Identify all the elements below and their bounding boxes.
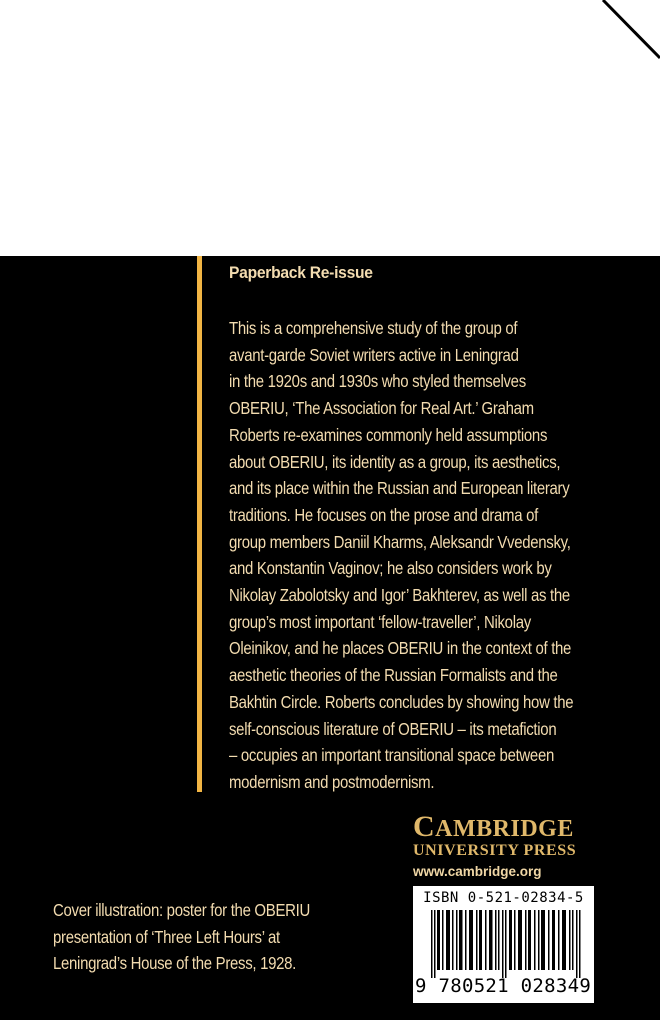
blurb-line: modernism and postmodernism. <box>229 771 435 792</box>
isbn-barcode <box>413 886 615 1003</box>
publisher-logo <box>413 810 577 882</box>
publisher-name <box>413 810 576 843</box>
blurb-line: traditions. He focuses on the prose and drama of <box>229 504 538 525</box>
barcode-bars-icon <box>431 910 581 978</box>
blurb-line: Nikolay Zabolotsky and Igor’ Bakhterev, as well as the <box>229 585 570 606</box>
blurb-line: Bakhtin Circle. Roberts concludes by showing how the <box>229 691 574 712</box>
blurb-line: Oleinikov, and he places OBERIU in the context of the <box>229 638 572 659</box>
blurb-line: about OBERIU, its identity as a group, its aesthetics, <box>229 451 561 472</box>
blurb-line: group members Daniil Kharms, Aleksandr Vvedensky, <box>229 531 571 552</box>
caption-line: presentation of ‘Three Left Hours’ at <box>53 926 280 947</box>
publisher-name-rest: AMBRIDGE <box>435 816 574 842</box>
blurb-line: This is a comprehensive study of the group of <box>229 318 518 338</box>
publisher-subname: UNIVERSITY PRESS <box>413 842 577 859</box>
publisher-url: www.cambridge.org <box>413 864 542 879</box>
blurb-line: self-conscious literature of OBERIU – its metafiction <box>229 718 557 739</box>
blurb-line: and its place within the Russian and European literary <box>229 478 570 499</box>
cover-illustration-caption <box>53 897 352 977</box>
diagonal-line <box>0 0 660 256</box>
blurb-line: group’s most important ‘fellow-traveller’, Nikolay <box>229 611 531 632</box>
blurb-line: and Konstantin Vaginov; he also considers work by <box>229 558 552 579</box>
blurb-panel <box>229 262 649 796</box>
blurb-line: Roberts re-examines commonly held assumptions <box>229 424 548 445</box>
blurb-line: avant-garde Soviet writers active in Leningrad <box>229 344 519 365</box>
blurb-text <box>229 315 649 796</box>
blurb-line: – occupies an important transitional space between <box>229 745 554 766</box>
caption-line: Leningrad’s House of the Press, 1928. <box>53 953 297 974</box>
blurb-line: aesthetic theories of the Russian Formalists and the <box>229 665 558 686</box>
caption-line: Cover illustration: poster for the OBERIU <box>53 900 310 920</box>
blurb-line: OBERIU, ‘The Association for Real Art.’ Graham <box>229 398 534 419</box>
publisher-name-initial: C <box>413 810 436 843</box>
edition-subtitle: Paperback Re-issue <box>229 263 373 282</box>
isbn-label: ISBN 0-521-02834-5 <box>423 890 584 906</box>
ean-digits: 9 780521 028349 > <box>415 975 615 997</box>
blurb-line: in the 1920s and 1930s who styled themselves <box>229 371 526 392</box>
accent-bar <box>197 256 202 792</box>
